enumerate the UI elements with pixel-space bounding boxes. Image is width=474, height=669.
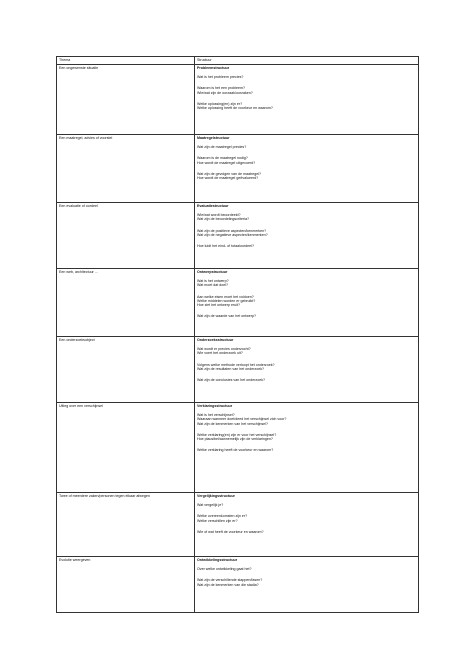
theme-cell [57, 269, 195, 337]
structure-table [56, 56, 419, 613]
question-text: Aan welke eisen moet het voldoen? [197, 294, 254, 299]
theme-cell [57, 135, 195, 203]
group-spacer [197, 356, 416, 363]
question-text: Wie voert het onderzoek uit? [197, 351, 243, 356]
question-text: Wat zijn de gevolgen van de maatregel? [197, 171, 261, 176]
structure-cell [195, 493, 419, 557]
question-text: Welke verklaring(en) zijn er voor het verschijnsel? [197, 432, 277, 437]
theme-text: Uitleg over een verschijnsel [59, 404, 103, 408]
group-spacer [197, 426, 416, 433]
table-row [57, 203, 419, 269]
table-row [57, 337, 419, 403]
structure-cell [195, 403, 419, 493]
theme-text: Evolutie weergeven [59, 558, 91, 562]
header-structure: Structuur [195, 57, 419, 65]
group-spacer [197, 79, 416, 86]
theme-cell [57, 403, 195, 493]
table-header-row [57, 57, 419, 65]
structure-title: Evaluatiestructuur [197, 204, 229, 208]
question-text: Wat wordt er precies onderzocht? [197, 347, 251, 352]
structure-title: Ontwerpstructuur [197, 270, 228, 274]
table-row [57, 493, 419, 557]
group-spacer [197, 165, 416, 172]
question-text: Wie/wat wordt beoordeeld? [197, 213, 241, 218]
group-spacer [197, 507, 416, 514]
question-text: Waarom is de maatregel nodig? [197, 156, 248, 161]
theme-cell [57, 203, 195, 269]
structure-cell [195, 557, 419, 613]
structure-cell [195, 65, 419, 135]
structure-title: Probleemstructuur [197, 66, 230, 70]
question-text: Welke overeenkomsten zijn er? [197, 514, 248, 519]
theme-text: Een web, architectuur ... [59, 270, 98, 274]
document-page [56, 56, 418, 611]
header-theme: Thema [57, 57, 195, 65]
question-text: Wie/wat zijn de oorzaak/oorzaken? [197, 90, 253, 95]
question-text: Wat zijn de kenmerken van die stadia? [197, 582, 259, 587]
group-spacer [197, 371, 416, 378]
question-text: Volgens welke methode verloopt het onderzoek? [197, 362, 275, 367]
group-spacer [197, 523, 416, 530]
table-body [57, 65, 419, 613]
question-text: Wat is het verschijnsel? [197, 413, 235, 418]
structure-title: Maatregelstructuur [197, 136, 230, 140]
question-text: Hoe wordt de maatregel uitgevoerd? [197, 160, 256, 165]
table-row [57, 269, 419, 337]
theme-text: Een ongewenste situatie [59, 66, 99, 70]
question-text: Waarom is het een probleem? [197, 86, 246, 91]
group-spacer [197, 307, 416, 314]
theme-text: Twee of meerdere zaken/personen tegen elkaar afwegen [59, 494, 150, 498]
question-text: Wat moet dat doel? [197, 283, 229, 288]
question-text: Wat vergelijk je? [197, 503, 224, 508]
question-text: Wat zijn de positieve aspecten/kenmerken? [197, 228, 267, 233]
table-row [57, 557, 419, 613]
question-text: Welke verschillen zijn er? [197, 518, 238, 523]
structure-cell [195, 203, 419, 269]
table-row [57, 135, 419, 203]
question-text: Wie of wat heeft de voorkeur en waarom? [197, 529, 264, 534]
table-row [57, 65, 419, 135]
question-text: Wat zijn de resultaten van het onderzoek? [197, 366, 264, 371]
theme-cell [57, 493, 195, 557]
structure-title: Verklaringsstructuur [197, 404, 233, 408]
theme-cell [57, 65, 195, 135]
question-text: Wat zijn de negatieve aspecten/kenmerken? [197, 232, 268, 237]
question-text: Hoe plausibel/aannemelijk zijn de verklaringen? [197, 437, 273, 442]
question-text: Wat zijn de kenmerken van het verschijnsel? [197, 421, 268, 426]
structure-title: Vergelijkingsstructuur [197, 494, 235, 498]
question-text: Hoe wordt de maatregel geëvalueerd? [197, 176, 259, 181]
theme-cell [57, 337, 195, 403]
structure-cell [195, 337, 419, 403]
theme-cell [57, 557, 195, 613]
question-text: Wat zijn de verschillende stappen/fasen? [197, 578, 263, 583]
group-spacer [197, 222, 416, 229]
theme-text: Een onderzoeksobject [59, 338, 95, 342]
group-spacer [197, 237, 416, 244]
group-spacer [197, 95, 416, 102]
question-text: Wat zijn de waarde van het ontwerp? [197, 314, 256, 319]
structure-title: Ontwikkelingsstructuur [197, 558, 238, 562]
group-spacer [197, 288, 416, 295]
question-text: Wat zijn de beoordelingscriteria? [197, 217, 250, 222]
group-spacer [197, 571, 416, 578]
question-text: Waaraan wanneer doet/deed het verschijnsel zich voor? [197, 417, 287, 422]
table-row [57, 403, 419, 493]
theme-text: Een evaluatie of oordeel [59, 204, 98, 208]
question-text: Over welke ontwikkeling gaat het? [197, 567, 252, 572]
question-text: Wat zijn de maatregel precies? [197, 145, 247, 150]
question-text: Wat is het probleem precies? [197, 75, 244, 80]
question-text: Welke oplossing heeft de voorkeur en waarom? [197, 106, 273, 111]
group-spacer [197, 441, 416, 448]
question-text: Hoe luidt het eind- of totaaloordeel? [197, 244, 254, 249]
structure-cell [195, 135, 419, 203]
group-spacer [197, 149, 416, 156]
question-text: Welke middelen worden er gebruikt? [197, 298, 256, 303]
question-text: Welke oplossing(en) zijn er? [197, 101, 243, 106]
theme-text: Een maatregel, advies of voorstel [59, 136, 113, 140]
question-text: Hoe ziet het ontwerp eruit? [197, 303, 240, 308]
question-text: Wat is het ontwerp? [197, 279, 229, 284]
structure-cell [195, 269, 419, 337]
question-text: Wat zijn de conclusies van het onderzoek? [197, 378, 265, 383]
structure-title: Onderzoeksstructuur [197, 338, 234, 342]
question-text: Welke verklaring heeft de voorkeur en waarom? [197, 448, 274, 453]
